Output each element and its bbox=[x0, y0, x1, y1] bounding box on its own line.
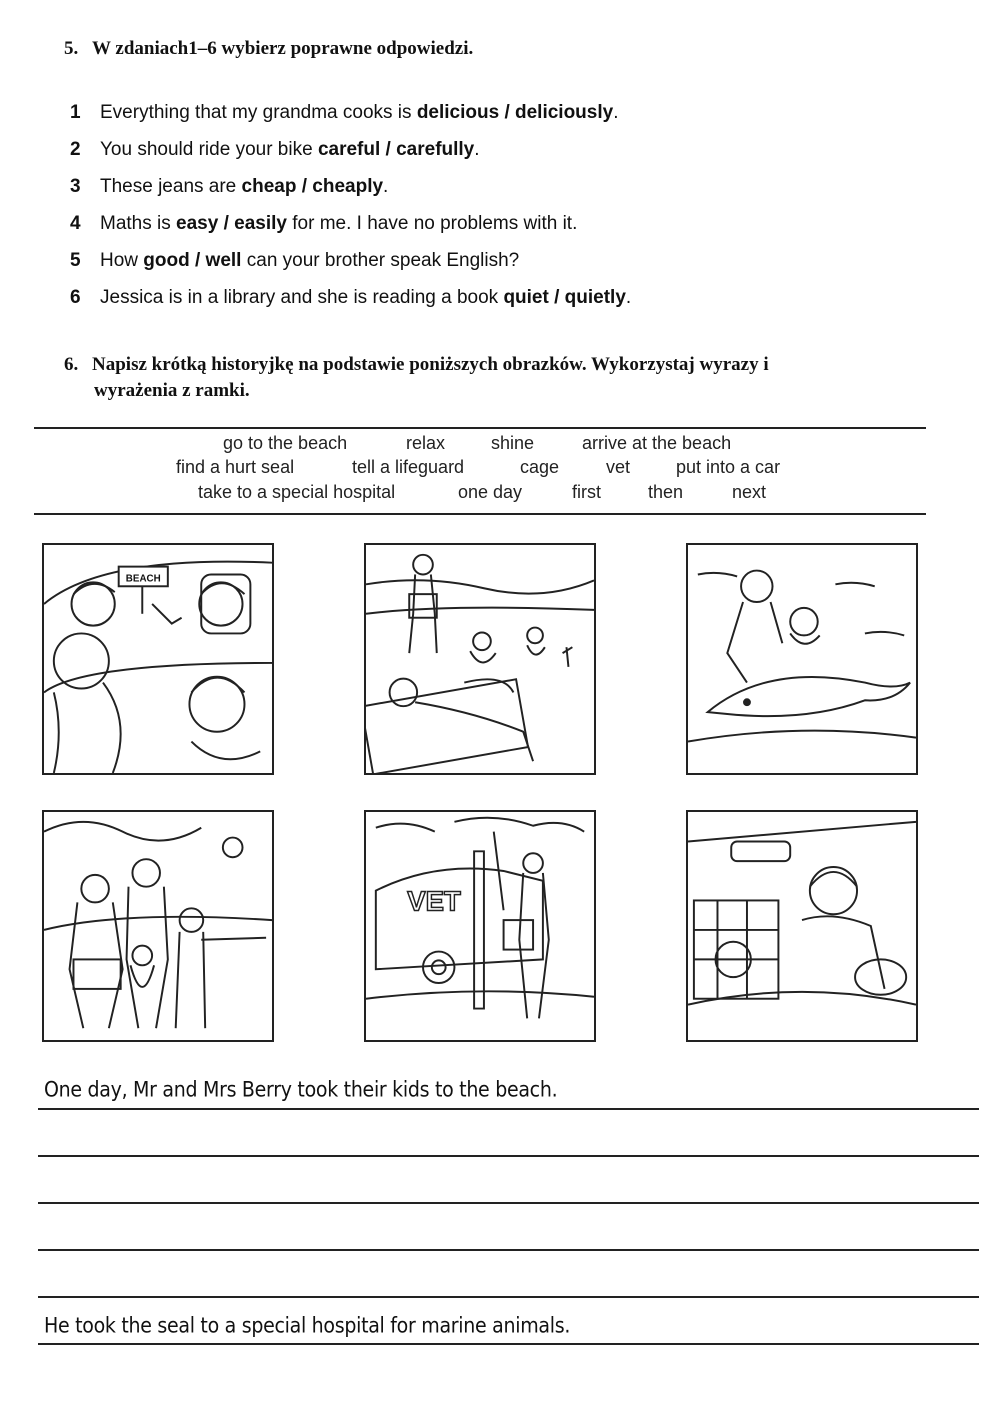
word-chip: one day bbox=[458, 482, 523, 502]
task6-instruction-line1: Napisz krótką historyjkę na podstawie poniższych obrazków. Wykorzystaj wyrazy i bbox=[92, 354, 769, 375]
picture-lifeguard bbox=[42, 810, 274, 1042]
writing-line-5[interactable] bbox=[38, 1296, 979, 1298]
sentence-number: 4 bbox=[70, 212, 81, 234]
beach-scene-illustration bbox=[366, 545, 594, 773]
sentence-before: These jeans are bbox=[100, 175, 242, 197]
sentence-text bbox=[100, 250, 519, 272]
sentence-after: can your brother speak English? bbox=[241, 249, 520, 271]
word-chip: first bbox=[572, 482, 601, 502]
word-chip: arrive at the beach bbox=[582, 433, 732, 453]
sentence-number: 5 bbox=[70, 249, 81, 271]
sentence-4 bbox=[70, 205, 631, 242]
answer-choice[interactable]: delicious / deliciously bbox=[416, 101, 614, 123]
sentence-before: How bbox=[100, 249, 144, 271]
vet-van-illustration bbox=[366, 812, 594, 1040]
word-box-row-3 bbox=[34, 482, 926, 506]
picture-family-in-car bbox=[42, 543, 274, 775]
sentence-text bbox=[100, 139, 480, 161]
sentence-after: for me. I have no problems with it. bbox=[286, 212, 578, 234]
word-box-row-1 bbox=[34, 433, 926, 457]
picture-driving-seal bbox=[686, 810, 918, 1042]
task6-heading bbox=[64, 352, 966, 404]
sentence-5 bbox=[70, 242, 631, 279]
story-last-line: He took the seal to a special hospital for marine animals. bbox=[44, 1313, 571, 1338]
sentence-number: 2 bbox=[70, 138, 81, 160]
sentence-1 bbox=[70, 94, 631, 131]
sentence-before: Jessica is in a library and she is reading a book bbox=[100, 286, 504, 308]
lifeguard-scene-illustration bbox=[44, 812, 272, 1040]
car-scene-illustration bbox=[44, 545, 272, 773]
word-chip: take to a special hospital bbox=[198, 482, 396, 502]
sentence-number: 6 bbox=[70, 286, 81, 308]
word-chip: cage bbox=[520, 457, 560, 477]
word-chip: shine bbox=[491, 433, 535, 453]
task6-instruction-line2: wyrażenia z ramki. bbox=[94, 380, 250, 401]
sentence-text bbox=[100, 102, 619, 124]
answer-choice[interactable]: cheap / cheaply bbox=[241, 175, 384, 197]
writing-line-2[interactable] bbox=[38, 1155, 979, 1157]
sentence-before: Maths is bbox=[100, 212, 177, 234]
sentence-after: . bbox=[625, 286, 632, 308]
seal-scene-illustration bbox=[688, 545, 916, 773]
sentence-text bbox=[100, 213, 577, 235]
van-label-text: VET bbox=[407, 885, 461, 917]
word-box-row-2 bbox=[34, 457, 926, 481]
picture-relaxing-on-beach bbox=[364, 543, 596, 775]
word-chip: then bbox=[648, 482, 684, 502]
word-chip: tell a lifeguard bbox=[352, 457, 465, 477]
sentence-after: . bbox=[474, 138, 480, 160]
word-chip: relax bbox=[406, 433, 446, 453]
picture-vet-van bbox=[364, 810, 596, 1042]
beach-sign-text: BEACH bbox=[125, 573, 161, 585]
word-chip: find a hurt seal bbox=[176, 457, 295, 477]
writing-line-6[interactable] bbox=[38, 1343, 979, 1345]
sentence-text bbox=[100, 287, 631, 309]
word-chip: put into a car bbox=[676, 457, 781, 477]
sentence-number: 1 bbox=[70, 101, 81, 123]
sentence-before: Everything that my grandma cooks is bbox=[100, 101, 417, 123]
task5-number: 5. bbox=[64, 38, 79, 59]
story-first-line: One day, Mr and Mrs Berry took their kids to the beach. bbox=[44, 1077, 558, 1102]
task5-heading bbox=[64, 36, 473, 62]
answer-choice[interactable]: quiet / quietly bbox=[503, 286, 626, 308]
sentence-after: . bbox=[383, 175, 389, 197]
sentence-text bbox=[100, 176, 388, 198]
task5-sentence-list bbox=[70, 94, 631, 316]
sentence-after: . bbox=[613, 101, 619, 123]
writing-line-4[interactable] bbox=[38, 1249, 979, 1251]
task5-instruction: W zdaniach1–6 wybierz poprawne odpowiedzi. bbox=[92, 38, 474, 59]
sentence-6 bbox=[70, 279, 631, 316]
word-chip: next bbox=[732, 482, 767, 502]
sentence-before: You should ride your bike bbox=[100, 138, 318, 160]
sentence-2 bbox=[70, 131, 631, 168]
driving-scene-illustration bbox=[688, 812, 916, 1040]
word-chip: go to the beach bbox=[223, 433, 348, 453]
answer-choice[interactable]: careful / carefully bbox=[317, 138, 475, 160]
writing-line-1[interactable] bbox=[38, 1108, 979, 1110]
writing-line-3[interactable] bbox=[38, 1202, 979, 1204]
task6-number: 6. bbox=[64, 354, 79, 375]
answer-choice[interactable]: easy / easily bbox=[176, 212, 287, 234]
picture-hurt-seal bbox=[686, 543, 918, 775]
sentence-3 bbox=[70, 168, 631, 205]
sentence-number: 3 bbox=[70, 175, 81, 197]
word-chip: vet bbox=[606, 457, 631, 477]
word-box bbox=[34, 427, 926, 515]
answer-choice[interactable]: good / well bbox=[143, 249, 242, 271]
